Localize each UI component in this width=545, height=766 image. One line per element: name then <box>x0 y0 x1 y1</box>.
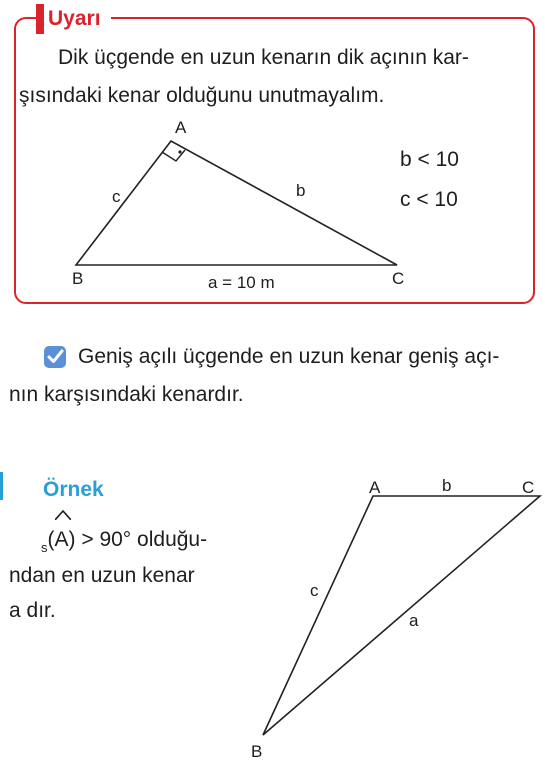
tri2-label-b: b <box>442 476 452 495</box>
example-sub-s: s <box>41 540 48 555</box>
tri1-label-B: B <box>72 269 84 288</box>
example-marker <box>0 472 3 500</box>
tri1-label-c: c <box>112 187 121 206</box>
condition-b: b < 10 <box>400 148 459 171</box>
tri1-label-a: a = 10 m <box>208 273 275 292</box>
tri1-label-C: C <box>392 269 405 288</box>
obtuse-triangle <box>263 496 540 735</box>
note-text-line2: nın karşısındaki kenardır. <box>9 383 244 406</box>
example-text-line2: ndan en uzun kenar <box>9 564 195 587</box>
right-triangle <box>76 141 397 265</box>
right-angle-dot <box>178 150 181 153</box>
warning-text-line2: şısındaki kenar olduğunu unutmayalım. <box>19 84 385 107</box>
tri2-label-a: a <box>409 611 419 630</box>
checkmark-icon <box>44 346 66 368</box>
example-heading: Örnek <box>43 478 104 501</box>
tri2-label-A: A <box>369 478 381 497</box>
angle-hat-icon <box>55 510 71 520</box>
example-text-line1-rest: > 90° olduğu- <box>75 528 208 551</box>
example-text-line1: $_s$( A) > 90° olduğu- <box>41 522 207 566</box>
condition-c: c < 10 <box>400 188 458 211</box>
note-text-line1: Geniş açılı üçgende en uzun kenar geniş açı- <box>78 345 500 368</box>
angle-A: A <box>55 522 69 558</box>
warning-title: Uyarı <box>44 4 111 34</box>
tri1-label-b: b <box>296 181 306 200</box>
example-text-line3: a dır. <box>9 599 56 622</box>
tri2-label-c: c <box>310 581 319 600</box>
tri2-label-B: B <box>251 742 263 761</box>
tri2-label-C: C <box>522 478 535 497</box>
warning-text-line1: Dik üçgende en uzun kenarın dik açının kar- <box>58 46 469 69</box>
tri1-label-A: A <box>175 118 187 137</box>
